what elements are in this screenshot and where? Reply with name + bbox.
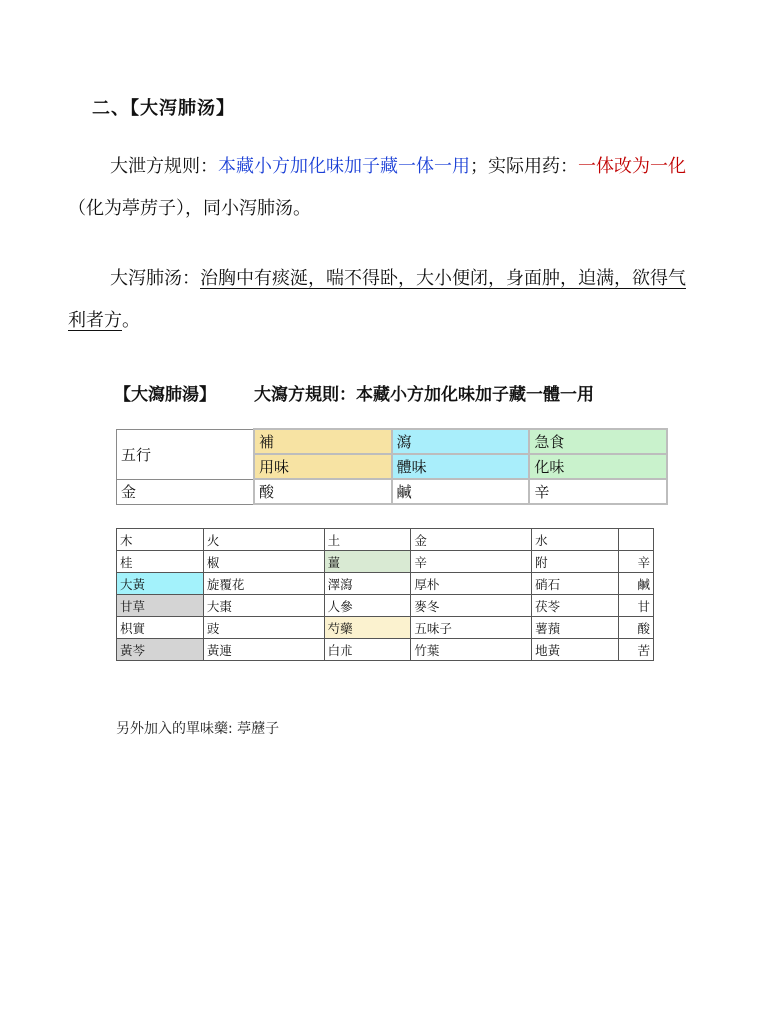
header-metal: 金 <box>411 529 532 551</box>
header-taste <box>619 529 654 551</box>
taste-cell: 甘 <box>619 595 654 617</box>
cell-sour: 酸 <box>254 479 392 504</box>
herb-cell: 地黃 <box>532 639 619 661</box>
taste-cell: 鹹 <box>619 573 654 595</box>
herb-cell-highlighted: 甘草 <box>117 595 204 617</box>
herb-cell: 厚朴 <box>411 573 532 595</box>
taste-cell: 酸 <box>619 617 654 639</box>
herb-cell: 辛 <box>411 551 532 573</box>
rule-blue-text: 本藏小方加化味加子藏一体一用 <box>218 156 470 177</box>
cell-drain: 瀉 <box>392 429 530 454</box>
cell-body-taste: 體味 <box>392 454 530 479</box>
figure-title-row <box>114 380 670 414</box>
rule-prefix: 大泄方规则： <box>110 156 218 177</box>
figure-title: 【大瀉肺湯】 <box>114 385 216 405</box>
herb-cell: 五味子 <box>411 617 532 639</box>
rule-paragraph <box>68 146 700 230</box>
extra-herb-note: 另外加入的單味藥: 葶藶子 <box>116 721 280 737</box>
table-row <box>117 639 654 661</box>
cell-tonify: 補 <box>254 429 392 454</box>
cell-transform-taste: 化味 <box>529 454 667 479</box>
indication-suffix: 。 <box>122 310 140 331</box>
header-wood: 木 <box>117 529 204 551</box>
cell-use-taste: 用味 <box>254 454 392 479</box>
cell-urgent-eat: 急食 <box>529 429 667 454</box>
header-earth: 土 <box>324 529 411 551</box>
herb-cell-highlighted: 黃芩 <box>117 639 204 661</box>
herb-cell-highlighted: 薑 <box>324 551 411 573</box>
herb-cell-highlighted: 芍藥 <box>324 617 411 639</box>
herb-cell: 桂 <box>117 551 204 573</box>
herb-cell: 枳實 <box>117 617 204 639</box>
herb-cell: 黃連 <box>203 639 324 661</box>
herb-table <box>116 528 654 661</box>
figure-subtitle: 大瀉方規則：本藏小方加化味加子藏一體一用 <box>254 385 594 405</box>
rule-mid: ；实际用药： <box>470 156 578 177</box>
header-water: 水 <box>532 529 619 551</box>
cell-salty: 鹹 <box>392 479 530 504</box>
herb-cell: 竹葉 <box>411 639 532 661</box>
table-row <box>117 595 654 617</box>
table-row <box>117 573 654 595</box>
herb-cell: 茯苓 <box>532 595 619 617</box>
herb-cell: 人參 <box>324 595 411 617</box>
table-row <box>117 551 654 573</box>
herb-cell: 薯蕷 <box>532 617 619 639</box>
indication-prefix: 大泻肺汤： <box>110 268 200 289</box>
herb-cell-highlighted: 大黃 <box>117 573 204 595</box>
herb-cell: 澤瀉 <box>324 573 411 595</box>
herb-cell: 附 <box>532 551 619 573</box>
taste-cell: 苦 <box>619 639 654 661</box>
table-row <box>117 617 654 639</box>
rule-red-text: 一体改为一化 <box>578 156 686 177</box>
herb-cell: 旋覆花 <box>203 573 324 595</box>
five-phase-table <box>116 428 668 505</box>
header-fire: 火 <box>203 529 324 551</box>
cell-metal: 金 <box>117 479 255 504</box>
rule-suffix: （化为葶苈子），同小泻肺汤。 <box>68 198 311 219</box>
herb-cell: 硝石 <box>532 573 619 595</box>
taste-cell: 辛 <box>619 551 654 573</box>
cell-pungent: 辛 <box>529 479 667 504</box>
herb-cell: 豉 <box>203 617 324 639</box>
herb-cell: 白朮 <box>324 639 411 661</box>
herb-cell: 麥冬 <box>411 595 532 617</box>
herb-cell: 大棗 <box>203 595 324 617</box>
table-header-row <box>117 529 654 551</box>
section-heading: 二、【大泻肺汤】 <box>92 98 235 119</box>
embedded-figure <box>114 380 670 414</box>
row-header-five-phases: 五行 <box>117 429 255 479</box>
indication-underlined: 治胸中有痰涎，喘不得卧，大小便闭，身面肿，迫满，欲得气利者方 <box>68 268 686 331</box>
indication-paragraph <box>68 258 700 342</box>
herb-cell: 椒 <box>203 551 324 573</box>
